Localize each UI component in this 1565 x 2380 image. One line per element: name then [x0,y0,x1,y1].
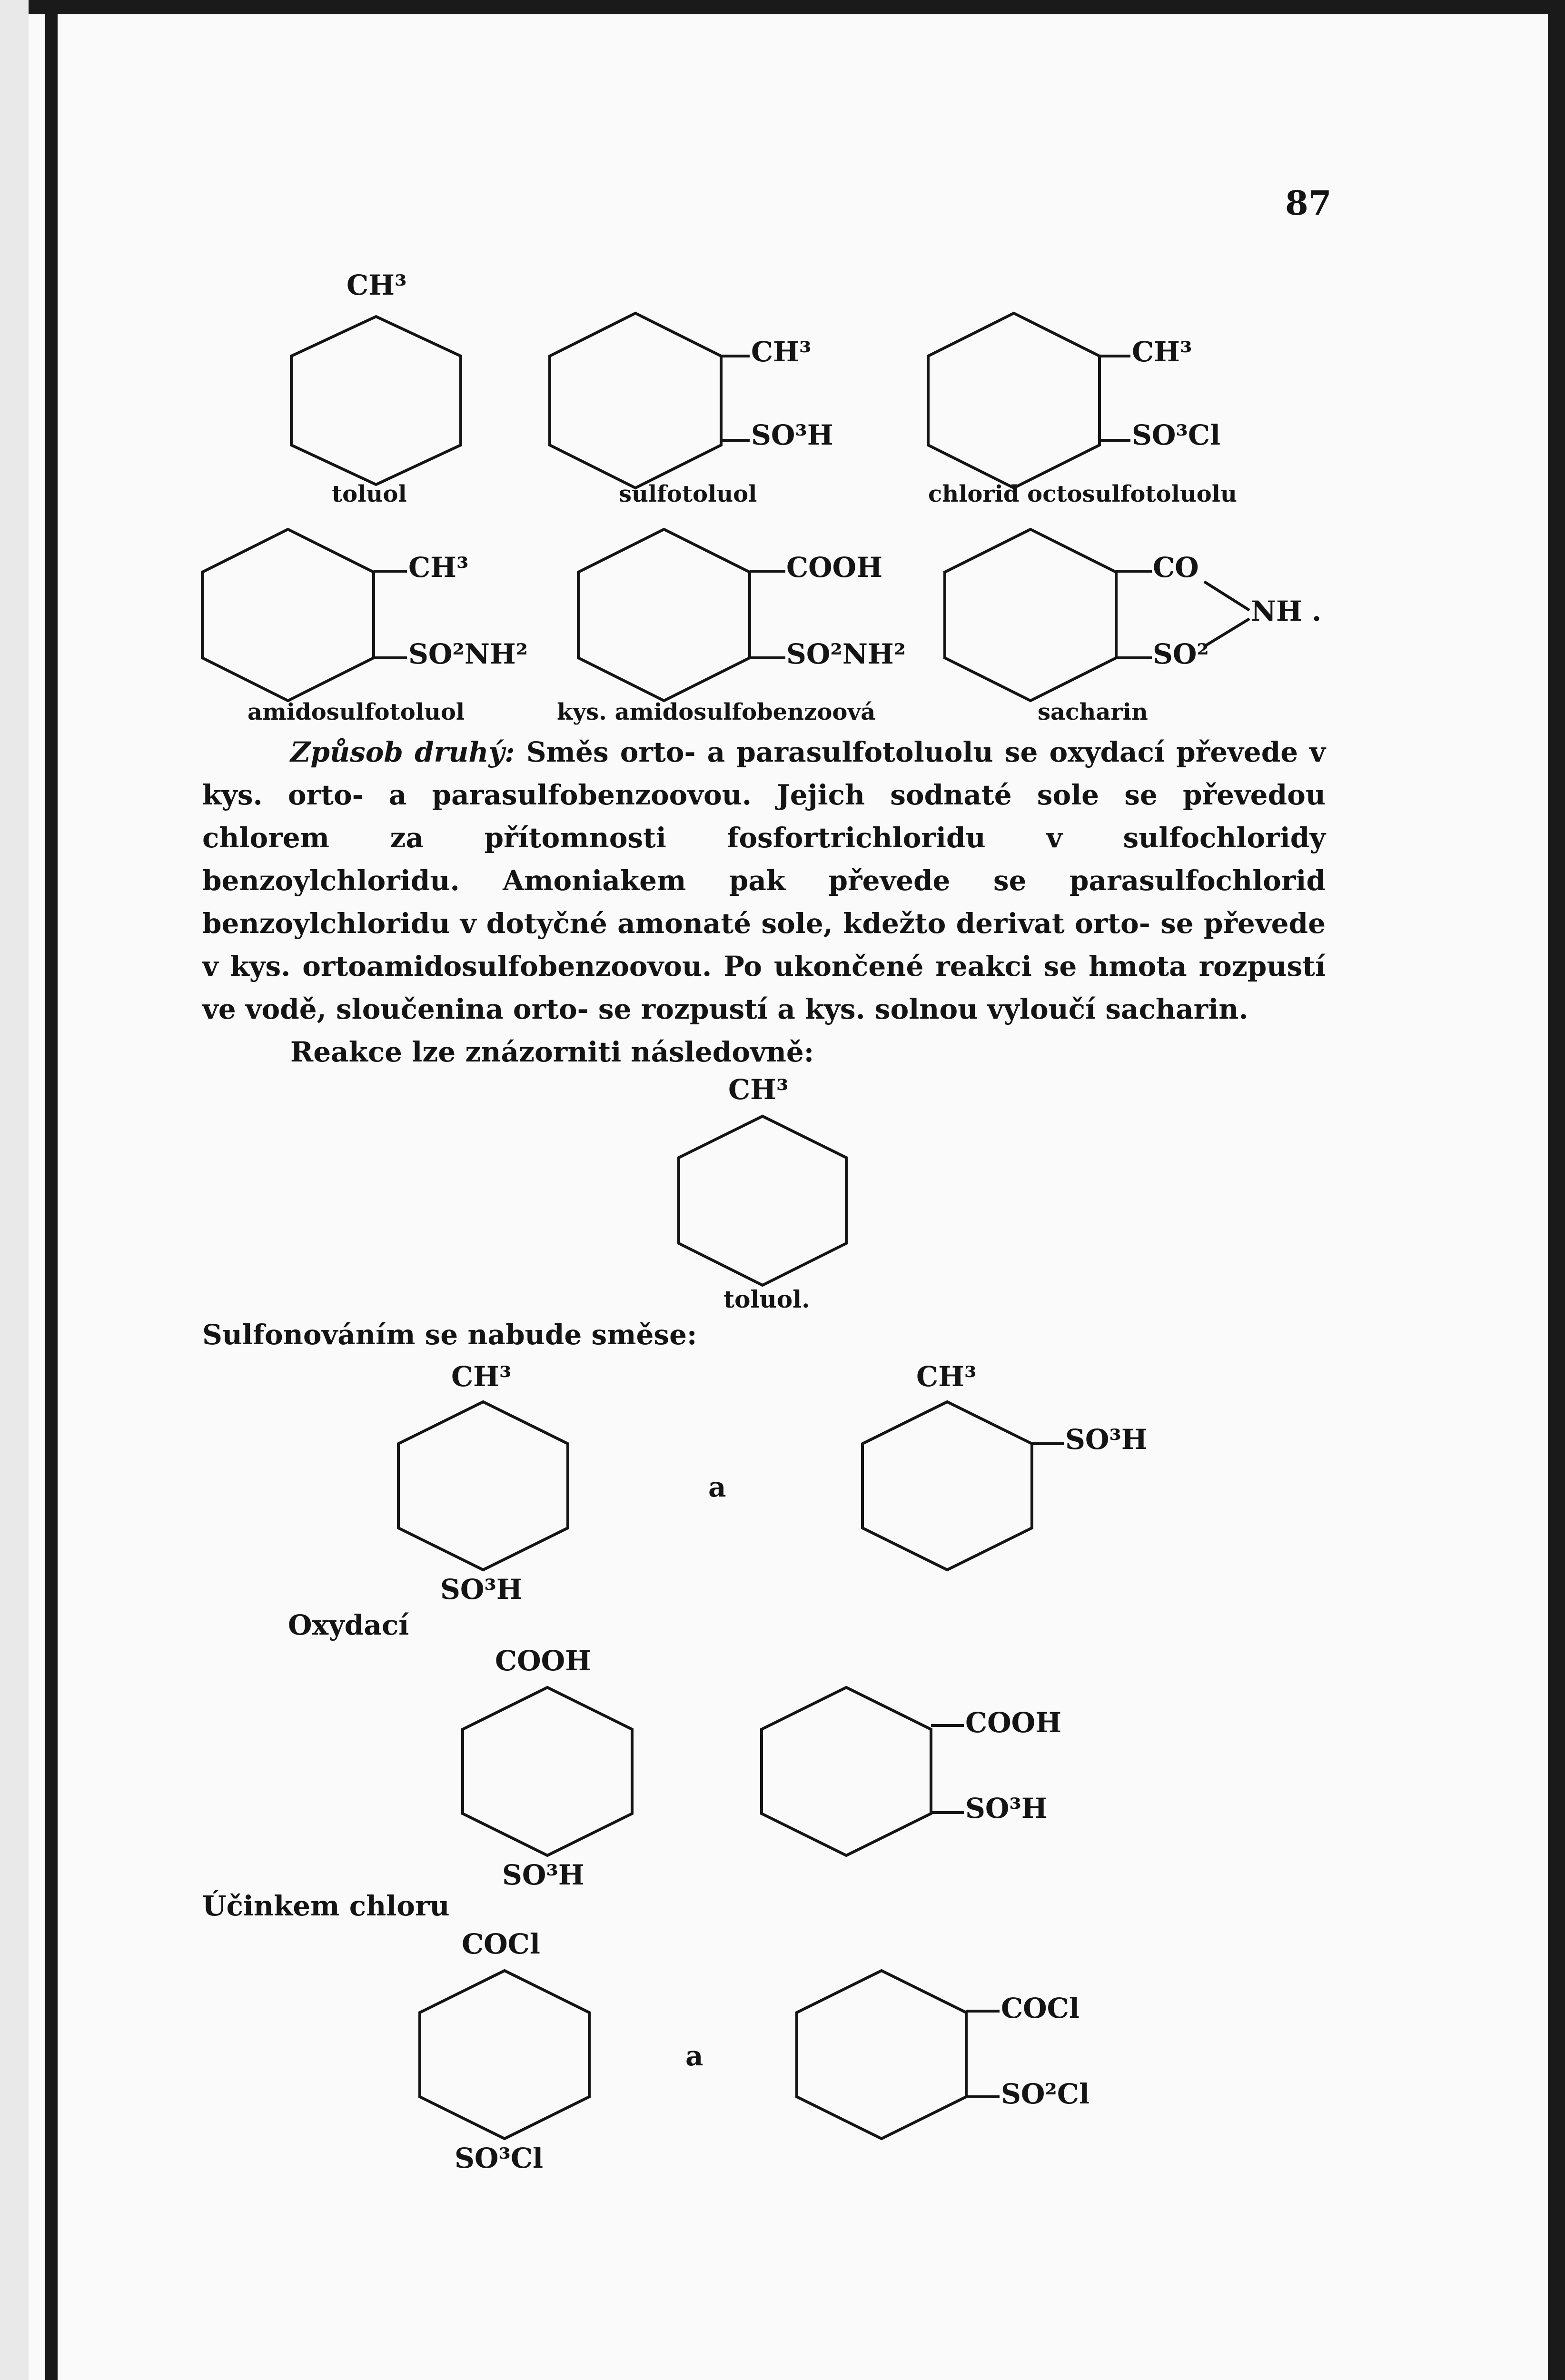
substituent-label: SO²NH² [408,638,528,670]
structure-caption: toluol [332,481,407,507]
step-heading: Sulfonováním se nabude směse: [202,1319,697,1351]
substituent-label: COOH [965,1706,1062,1739]
step-heading: Oxydací [288,1609,409,1641]
substituent-label: CH³ [1132,336,1192,368]
structure-caption: sulfotoluol [619,481,757,507]
structure-caption: amidosulfotoluol [248,699,465,725]
structure-caption: chlorid octosulfotoluolu [928,481,1237,507]
substituent-label: CH³ [451,1360,512,1393]
structure-caption: toluol. [723,1285,810,1313]
top-scan-border [0,0,1565,14]
substituent-label: COCl [462,1928,540,1960]
substituent-label: SO²NH² [786,638,906,670]
substituent-label: SO³H [502,1859,584,1891]
paragraph-text: Směs orto- a parasulfotoluolu se oxydací převede v kys. orto- a parasulfobenzoovou. Jejich sodnaté sole se převedou chlorem za přítomnosti fosfortrichloridu v sulfochloridy benzoylchloridu. Amoniakem pak převede se parasulfochlorid benzoylchloridu v dotyčné amonaté sole, kdežto derivat orto- se převede v kys. ortoamidosulfobenzoovou. Po ukončené reakci se hmota rozpustí ve vodě, sloučenina orto- se rozpustí a kys. solnou vyloučí sacharin. [202,736,1326,1025]
substituent-label: SO³H [1065,1423,1148,1456]
structure-caption: sacharin [1038,699,1148,725]
page-number: 87 [1285,183,1332,223]
method-heading: Způsob druhý: [290,736,515,768]
substituent-label: COOH [495,1645,592,1677]
substituent-label: SO³H [751,419,833,451]
substituent-label: CO [1153,551,1199,584]
structure-caption: kys. amidosulfobenzoová [557,699,876,725]
left-scan-border [45,0,58,2380]
conjunction: a [708,1471,726,1503]
substituent-label: SO³Cl [1132,419,1221,451]
substituent-label: COCl [1001,1992,1080,2024]
substituent-label: SO³Cl [455,2142,544,2174]
substituent-label: SO³H [440,1573,523,1606]
substituent-label: COOH [786,551,883,584]
substituent-label: CH³ [751,336,812,368]
substituent-label: SO²Cl [1001,2078,1090,2110]
substituent-label: SO² [1153,638,1209,670]
right-scan-border [1548,0,1565,2380]
substituent-label: CH³ [728,1073,789,1106]
left-margin-shade [0,0,29,2380]
substituent-label: NH . [1251,595,1322,627]
substituent-label: CH³ [408,551,469,584]
substituent-label: CH³ [347,269,407,301]
conjunction: a [685,2040,703,2072]
substituent-label: CH³ [916,1360,977,1393]
body-paragraph [202,731,1326,1073]
step-heading: Účinkem chloru [202,1890,450,1922]
reactions-intro: Reakce lze znázorniti následovně: [290,1036,814,1068]
substituent-label: SO³H [965,1792,1048,1825]
